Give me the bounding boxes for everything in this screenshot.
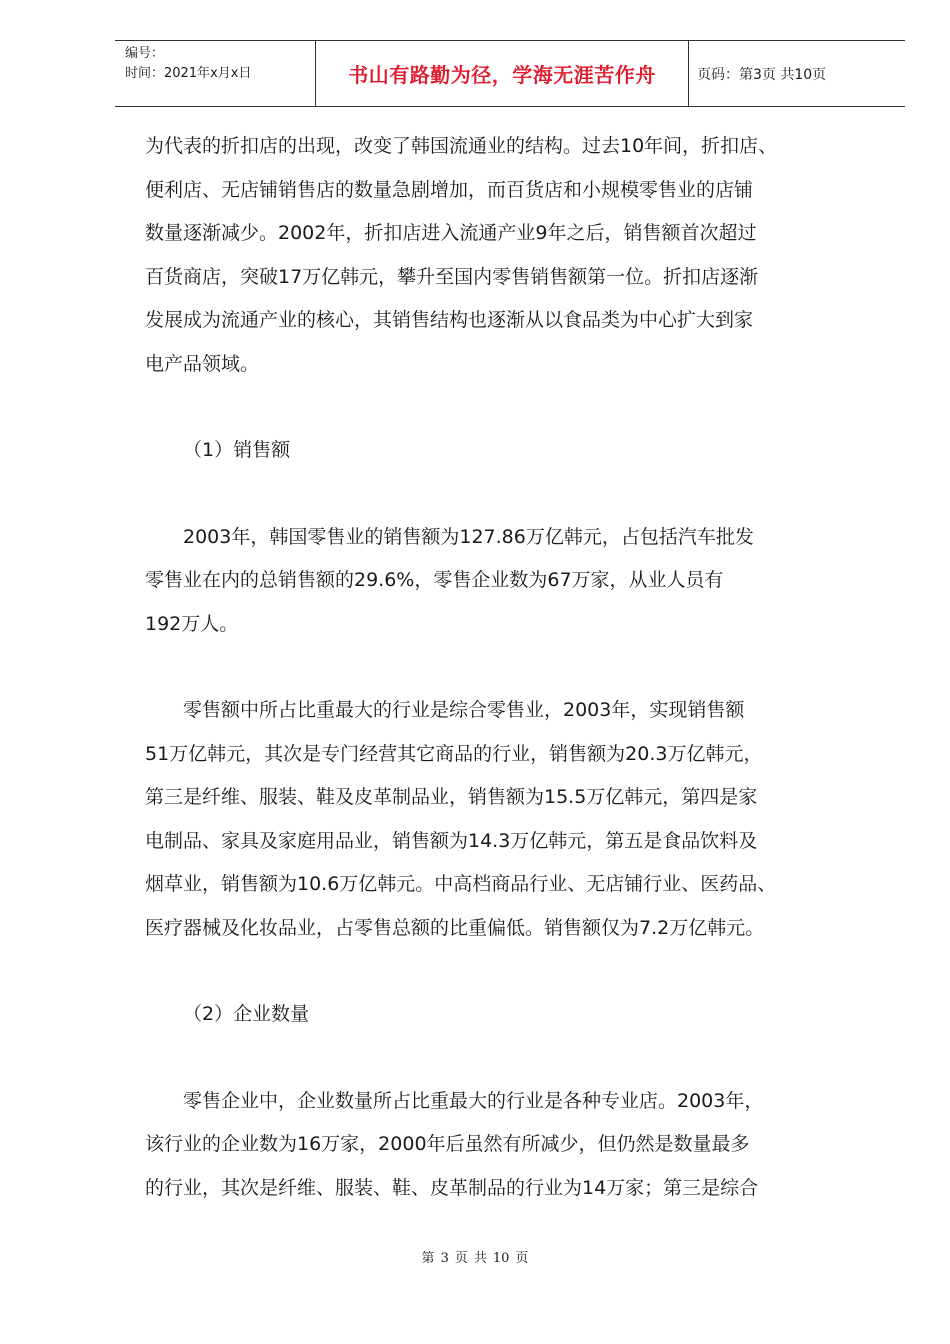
paragraph-line: 零售业在内的总销售额的29.6%，零售企业数为67万家，从业人员有 bbox=[145, 569, 724, 591]
paragraph-line: 的行业，其次是纤维、服装、鞋、皮革制品的行业为14万家；第三是综合 bbox=[145, 1176, 759, 1199]
paragraph-line: 零售额中所占比重最大的行业是综合零售业，2003年，实现销售额 bbox=[183, 699, 745, 721]
header-meta-cell bbox=[115, 41, 316, 106]
paragraph-4 bbox=[145, 1080, 905, 1211]
paragraph-line: 医疗器械及化妆品业，占零售总额的比重偏低。销售额仅为7.2万亿韩元。 bbox=[145, 916, 765, 939]
paragraph-line: 51万亿韩元，其次是专门经营其它商品的行业，销售额为20.3万亿韩元， bbox=[145, 742, 763, 765]
paragraph-line: 发展成为流通产业的核心，其销售结构也逐渐从以食品类为中心扩大到家 bbox=[145, 309, 754, 331]
footer-text: 页 bbox=[454, 1251, 468, 1266]
number-label: 编号： bbox=[125, 46, 165, 61]
paragraph-line: 零售企业中，企业数量所占比重最大的行业是各种专业店。2003年， bbox=[183, 1089, 764, 1112]
paragraph-line: 电产品领域。 bbox=[145, 352, 260, 375]
footer-total-pages: 10 bbox=[492, 1251, 510, 1266]
footer-text: 第 bbox=[421, 1251, 435, 1266]
paragraph-line: 电制品、家具及家庭用品业，销售额为14.3万亿韩元，第五是食品饮料及 bbox=[145, 829, 758, 852]
paragraph-line: 数量逐渐减少。2002年，折扣店进入流通产业9年之后，销售额首次超过 bbox=[145, 222, 757, 244]
footer-text: 共 bbox=[473, 1251, 487, 1266]
paragraph-line: 第三是纤维、服装、鞋及皮革制品业，销售额为15.5万亿韩元，第四是家 bbox=[145, 786, 758, 808]
paragraph-2 bbox=[145, 516, 905, 647]
paragraph-1 bbox=[145, 125, 905, 386]
time-label: 时间：2021年x月x日 bbox=[125, 66, 252, 81]
footer-text: 页 bbox=[515, 1251, 529, 1266]
motto: 书山有路勤为径，学海无涯苦作舟 bbox=[348, 63, 656, 87]
footer-current-page: 3 bbox=[440, 1251, 449, 1266]
document-body bbox=[145, 125, 905, 1210]
paragraph-line: 192万人。 bbox=[145, 612, 239, 635]
header-motto-cell bbox=[316, 41, 689, 106]
header-table bbox=[115, 40, 905, 107]
paragraph-line: 便利店、无店铺销售店的数量急剧增加，而百货店和小规模零售业的店铺 bbox=[145, 178, 754, 201]
page-footer bbox=[0, 1247, 950, 1266]
header-page-cell bbox=[689, 41, 905, 106]
section-heading-sales: （1）销售额 bbox=[183, 439, 291, 461]
page-info: 页码：第3页 共10页 bbox=[697, 66, 827, 83]
paragraph-line: 该行业的企业数为16万家，2000年后虽然有所减少，但仍然是数量最多 bbox=[145, 1133, 750, 1155]
section-heading-enterprises: （2）企业数量 bbox=[183, 1003, 310, 1025]
paragraph-line: 百货商店，突破17万亿韩元，攀升至国内零售销售额第一位。折扣店逐渐 bbox=[145, 265, 759, 288]
paragraph-line: 烟草业，销售额为10.6万亿韩元。中高档商品行业、无店铺行业、医药品、 bbox=[145, 873, 777, 895]
paragraph-3 bbox=[145, 689, 905, 950]
paragraph-line: 为代表的折扣店的出现，改变了韩国流通业的结构。过去10年间，折扣店、 bbox=[145, 135, 778, 157]
paragraph-line: 2003年，韩国零售业的销售额为127.86万亿韩元，占包括汽车批发 bbox=[183, 525, 754, 548]
